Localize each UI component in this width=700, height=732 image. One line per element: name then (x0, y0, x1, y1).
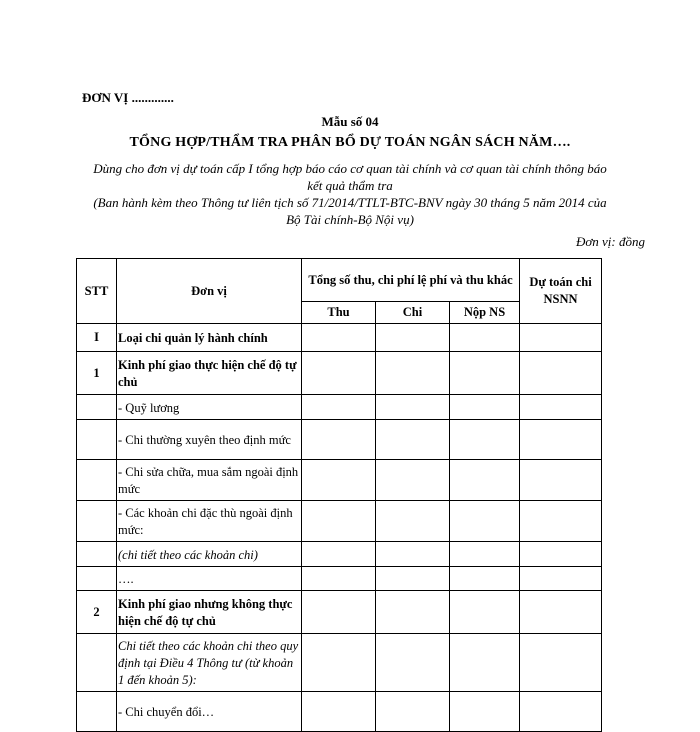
table-row (77, 420, 602, 460)
cell-remit (450, 542, 520, 567)
cell-remit (450, 567, 520, 591)
cell-expense (376, 591, 450, 634)
table-row (77, 567, 602, 591)
row-stt: I (77, 324, 117, 352)
cell-remit (450, 395, 520, 420)
currency-unit: Đơn vị: đồng (575, 234, 645, 249)
cell-income (302, 591, 376, 634)
row-name: - Các khoản chi đặc thù ngoài định mức: (117, 501, 302, 542)
cell-income (302, 420, 376, 460)
cell-income (302, 324, 376, 352)
cell-remit (450, 501, 520, 542)
table-row (77, 591, 602, 634)
cell-expense (376, 501, 450, 542)
table-row (77, 542, 602, 567)
header-expense: Chi (376, 302, 450, 324)
cell-income (302, 460, 376, 501)
table-row (77, 634, 602, 692)
row-stt (77, 395, 117, 420)
row-stt (77, 501, 117, 542)
cell-income (302, 501, 376, 542)
row-name: - Chi chuyển đổi… (117, 692, 302, 732)
cell-budget (520, 324, 602, 352)
cell-expense (376, 324, 450, 352)
form-number: Mẫu số 04 (321, 114, 379, 129)
cell-remit (450, 634, 520, 692)
header-budget: Dự toán chi NSNN (520, 259, 602, 324)
row-name: - Chi thường xuyên theo định mức (117, 420, 302, 460)
cell-budget (520, 591, 602, 634)
row-stt (77, 567, 117, 591)
unit-label: ĐƠN VỊ ............. (82, 90, 174, 105)
document-title: TỔNG HỢP/THẨM TRA PHÂN BỔ DỰ TOÁN NGÂN SÁCH NĂM…. (129, 135, 571, 150)
cell-remit (450, 420, 520, 460)
cell-income (302, 352, 376, 395)
cell-expense (376, 542, 450, 567)
cell-budget (520, 692, 602, 732)
row-stt: 1 (77, 352, 117, 395)
cell-expense (376, 692, 450, 732)
row-name: - Chi sửa chữa, mua sắm ngoài định mức (117, 460, 302, 501)
cell-budget (520, 634, 602, 692)
table-row (77, 324, 602, 352)
row-name: - Quỹ lương (117, 395, 302, 420)
cell-expense (376, 352, 450, 395)
row-name: Loại chi quản lý hành chính (117, 324, 302, 352)
issued-by-note: (Ban hành kèm theo Thông tư liên tịch số 71/2014/TTLT-BTC-BNV ngày 30 tháng 5 năm 2014 của Bộ Tài chính-Bộ Nội vụ) (93, 195, 607, 227)
cell-expense (376, 460, 450, 501)
header-income: Thu (302, 302, 376, 324)
row-stt (77, 634, 117, 692)
cell-remit (450, 591, 520, 634)
header-fees-group: Tổng số thu, chi phí lệ phí và thu khác (302, 259, 520, 302)
row-stt: 2 (77, 591, 117, 634)
table-row (77, 501, 602, 542)
cell-remit (450, 692, 520, 732)
header-unit: Đơn vị (117, 259, 302, 324)
row-name: Kinh phí giao nhưng không thực hiện chế độ tự chủ (117, 591, 302, 634)
row-name: …. (117, 567, 302, 591)
row-name: (chi tiết theo các khoản chi) (117, 542, 302, 567)
cell-budget (520, 501, 602, 542)
row-stt (77, 542, 117, 567)
table-row (77, 460, 602, 501)
cell-budget (520, 420, 602, 460)
cell-remit (450, 352, 520, 395)
cell-income (302, 395, 376, 420)
cell-budget (520, 567, 602, 591)
cell-income (302, 692, 376, 732)
cell-expense (376, 567, 450, 591)
row-stt (77, 460, 117, 501)
cell-income (302, 567, 376, 591)
cell-income (302, 634, 376, 692)
table-row (77, 395, 602, 420)
cell-expense (376, 634, 450, 692)
document-subtitle: Dùng cho đơn vị dự toán cấp I tổng hợp báo cáo cơ quan tài chính và cơ quan tài chính thông báo kết quả thẩm tra (93, 161, 607, 193)
cell-budget (520, 460, 602, 501)
header-remit: Nộp NS (450, 302, 520, 324)
cell-remit (450, 460, 520, 501)
table-row (77, 692, 602, 732)
cell-budget (520, 352, 602, 395)
header-stt: STT (77, 259, 117, 324)
cell-expense (376, 420, 450, 460)
row-stt (77, 420, 117, 460)
cell-remit (450, 324, 520, 352)
row-name: Chi tiết theo các khoản chi theo quy định tại Điều 4 Thông tư (từ khoản 1 đến khoản 5): (117, 634, 302, 692)
row-stt (77, 692, 117, 732)
table-row (77, 352, 602, 395)
cell-budget (520, 542, 602, 567)
cell-budget (520, 395, 602, 420)
budget-table (76, 258, 602, 732)
cell-income (302, 542, 376, 567)
row-name: Kinh phí giao thực hiện chế độ tự chủ (117, 352, 302, 395)
cell-expense (376, 395, 450, 420)
